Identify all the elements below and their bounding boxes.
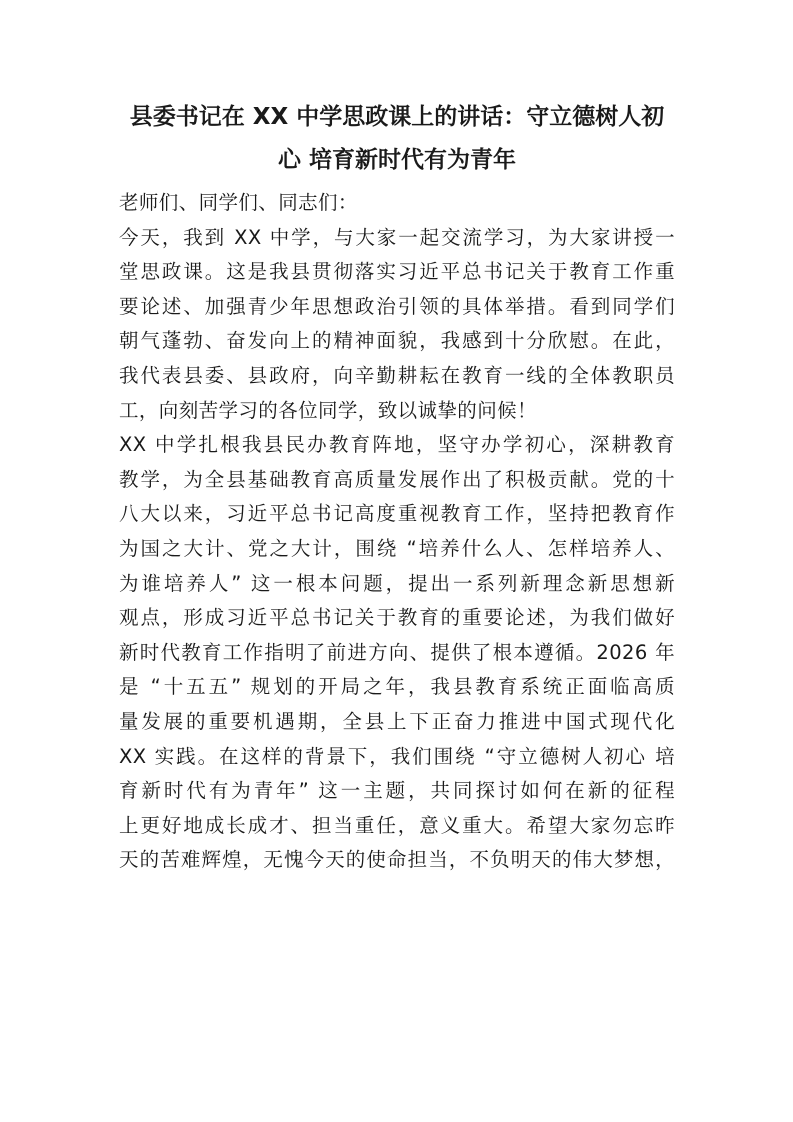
- paragraph-2-line-9: 量发展的重要机遇期，全县上下正奋力推进中国式现代化: [119, 709, 675, 733]
- document-title-line-2: 心 培育新时代有为青年: [277, 147, 516, 173]
- paragraph-2-line-5: 为谁培养人” 这一根本问题，提出一系列新理念新思想新: [119, 571, 675, 595]
- paragraph-2-line-11: 育新时代有为青年” 这一主题，共同探讨如何在新的征程: [119, 779, 675, 803]
- paragraph-2-line-8: 是 “十五五” 规划的开局之年，我县教育系统正面临高质: [119, 675, 675, 699]
- paragraph-1-line-3: 要论述、加强青少年思想政治引领的具体举措。看到同学们: [119, 294, 675, 318]
- paragraph-1-line-5: 我代表县委、县政府，向辛勤耕耘在教育一线的全体教职员: [119, 363, 675, 387]
- paragraph-2-line-6: 观点，形成习近平总书记关于教育的重要论述，为我们做好: [119, 606, 675, 630]
- paragraph-2-line-3: 八大以来，习近平总书记高度重视教育工作，坚持把教育作: [119, 502, 675, 526]
- paragraph-1-line-2: 堂思政课。这是我县贯彻落实习近平总书记关于教育工作重: [119, 260, 675, 284]
- document-body: [119, 186, 675, 878]
- paragraph-2-line-1: XX 中学扎根我县民办教育阵地，坚守办学初心，深耕教育: [119, 433, 675, 457]
- paragraph-2-line-7: 新时代教育工作指明了前进方向、提供了根本遵循。2026 年: [119, 640, 675, 664]
- paragraph-2-line-4: 为国之大计、党之大计，围绕 “培养什么人、怎样培养人、: [119, 536, 675, 560]
- document-title-line-1: 县委书记在 XX 中学思政课上的讲话：守立德树人初: [129, 104, 665, 130]
- paragraph-2-line-12: 上更好地成长成才、担当重任，意义重大。希望大家勿忘昨: [119, 813, 675, 837]
- paragraph-1-line-6: 工，向刻苦学习的各位同学，致以诚挚的问候！: [119, 398, 537, 422]
- paragraph-2-line-2: 教学，为全县基础教育高质量发展作出了积极贡献。党的十: [119, 467, 675, 491]
- paragraph-2-line-10: XX 实践。在这样的背景下，我们围绕 “守立德树人初心 培: [119, 744, 675, 768]
- paragraph-2-line-13: 天的苦难辉煌，无愧今天的使命担当，不负明天的伟大梦想，: [119, 848, 675, 872]
- paragraph-1-line-1: 今天，我到 XX 中学，与大家一起交流学习，为大家讲授一: [119, 225, 675, 249]
- salutation-line: 老师们、同学们、同志们：: [119, 191, 358, 214]
- paragraph-1-line-4: 朝气蓬勃、奋发向上的精神面貌，我感到十分欣慰。在此，: [119, 329, 675, 353]
